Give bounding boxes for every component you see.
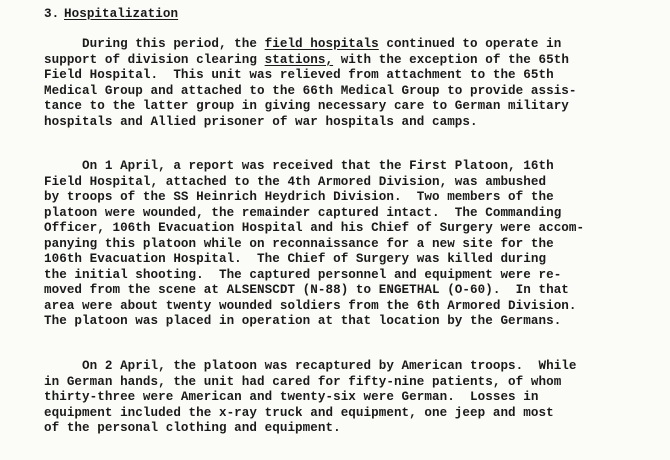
paragraph-line: the initial shooting. The captured personnel and equipment were re- — [44, 267, 562, 282]
section-number: 3. — [44, 7, 60, 21]
paragraph-line: moved from the scene at ALSENSCDT (N-88) to ENGETHAL (O-60). In that — [44, 283, 569, 297]
paragraph-line: Officer, 106th Evacuation Hospital and his Chief of Surgery were accom- — [44, 221, 585, 235]
section-title: Hospitalization — [64, 7, 179, 21]
paragraph-line: thirty-three were American and twenty-six were German. Losses in — [44, 390, 539, 404]
paragraph-line: of the personal clothing and equipment. — [44, 421, 341, 435]
paragraph-line: Medical Group and attached to the 66th Medical Group to provide assis- — [44, 83, 577, 98]
paragraph-line: support of division clearing stations, with the exception of the 65th — [44, 52, 569, 67]
paragraph-line: by troops of the SS Heinrich Heydrich Division. Two members of the — [44, 190, 554, 204]
paragraph-ambush-report — [44, 159, 650, 330]
paragraph-line: panying this platoon while on reconnaissance for a new site for the — [44, 236, 554, 251]
paragraph-line: equipment included the x-ray truck and equipment, one jeep and most — [44, 405, 554, 420]
paragraph-field-hospitals — [44, 37, 650, 130]
underlined-phrase: field hospitals — [264, 37, 379, 51]
paragraph-line: During this period, the field hospitals continued to operate in — [44, 37, 562, 51]
paragraph-line: Field Hospital, attached to the 4th Armored Division, was ambushed — [44, 174, 547, 189]
section-heading — [44, 6, 178, 23]
paragraph-line: area were about twenty wounded soldiers from the 6th Armored Division. — [44, 298, 577, 313]
paragraph-recapture — [44, 359, 650, 437]
paragraph-line: tance to the latter group in giving necessary care to German military — [44, 99, 569, 113]
paragraph-line: The platoon was placed in operation at that location by the Germans. — [44, 314, 562, 328]
paragraph-line: On 1 April, a report was received that the First Platoon, 16th — [44, 159, 554, 173]
paragraph-line: platoon were wounded, the remainder captured intact. The Commanding — [44, 205, 562, 220]
paragraph-line: Field Hospital. This unit was relieved from attachment to the 65th — [44, 68, 554, 82]
underlined-phrase: stations, — [264, 52, 334, 67]
paragraph-line: On 2 April, the platoon was recaptured by American troops. While — [44, 359, 577, 373]
paragraph-line: hospitals and Allied prisoner of war hospitals and camps. — [44, 114, 478, 129]
paragraph-line: in German hands, the unit had cared for fifty-nine patients, of whom — [44, 374, 562, 389]
paragraph-line: 106th Evacuation Hospital. The Chief of Surgery was killed during — [44, 252, 547, 266]
